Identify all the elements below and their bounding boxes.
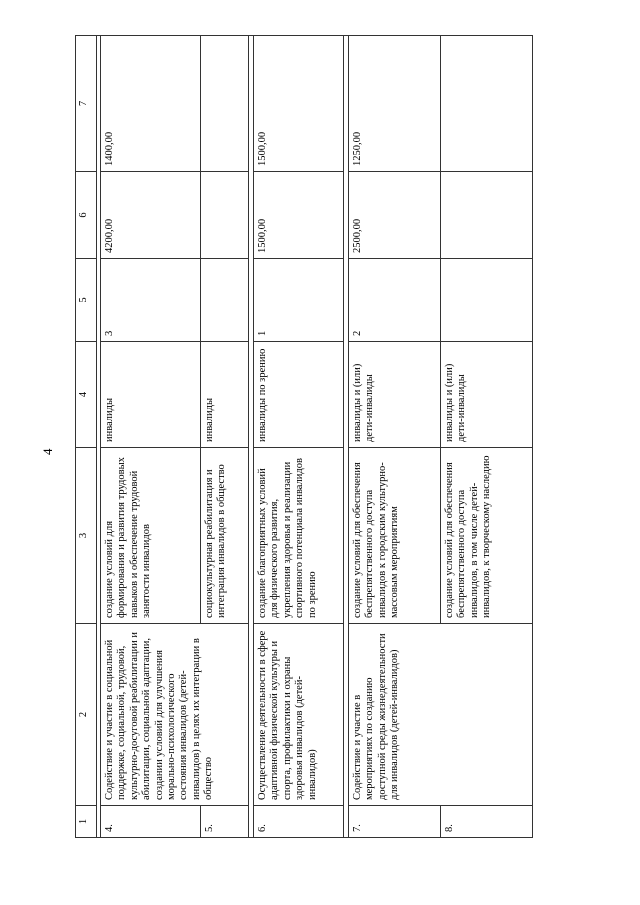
sum-cell: 1500,00	[254, 172, 344, 259]
activity-name: Осуществление деятельности в сфере адаптивной физической культуры и спорта, профилактики и охраны здоровья инвалидов (детей-инвалидов)	[254, 624, 344, 806]
total-cell: 1250,00	[349, 36, 441, 172]
sum-cell: 4200,00	[101, 172, 201, 259]
target-group: инвалиды по зрению	[254, 342, 344, 448]
goal-cell: создание условий для обеспечения беспрепятственного доступа инвалидов, в том числе детей-инвалидов, к творческому наследию	[441, 448, 533, 624]
page-number: 4	[40, 448, 55, 455]
goal-cell: создание условий для формирования и развития трудовых навыков и обеспечение трудовой занятости инвалидов	[101, 448, 201, 624]
row-number: 7.	[349, 806, 441, 838]
total-cell	[201, 36, 249, 172]
col-header: 4	[76, 342, 97, 448]
goal-cell: создание благоприятных условий для физического развития, укрепления здоровья и реализации спортивного потенциала инвалидов по зрению	[254, 448, 344, 624]
col-header: 3	[76, 448, 97, 624]
col-header: 5	[76, 259, 97, 342]
data-table	[75, 35, 533, 838]
rotated-table-container	[75, 36, 551, 838]
activity-name: Содействие и участие в мероприятиях по созданию доступной среды жизнедеятельности для инвалидов (детей-инвалидов)	[349, 624, 533, 806]
count-cell: 3	[101, 259, 201, 342]
total-cell: 1400,00	[101, 36, 201, 172]
sum-cell: 2500,00	[349, 172, 441, 259]
count-cell	[201, 259, 249, 342]
total-cell: 1500,00	[254, 36, 344, 172]
row-number: 4.	[101, 806, 201, 838]
table-row	[254, 36, 344, 838]
target-group: инвалиды и (или) дети-инвалиды	[441, 342, 533, 448]
activity-name: Содействие и участие в социальной поддержке, социальной, трудовой, культурно-досуговой реабилитации и абилитации, социальной адаптации, создании условий для улучшения морально-психологического состояния инвалидов (детей-инвалидов) в целях их интеграции в общество	[101, 624, 249, 806]
total-cell	[441, 36, 533, 172]
col-header: 2	[76, 624, 97, 806]
count-cell	[441, 259, 533, 342]
col-header: 1	[76, 806, 97, 838]
count-cell: 1	[254, 259, 344, 342]
target-group: инвалиды	[101, 342, 201, 448]
row-number: 8.	[441, 806, 533, 838]
header-row	[76, 36, 97, 838]
row-number: 5.	[201, 806, 249, 838]
goal-cell: социокультурная реабилитация и интеграция инвалидов в общество	[201, 448, 249, 624]
table-row	[349, 36, 441, 838]
sum-cell	[441, 172, 533, 259]
goal-cell: создание условий для обеспечения беспрепятственного доступа инвалидов к городским культурно-массовым мероприятиям	[349, 448, 441, 624]
target-group: инвалиды	[201, 342, 249, 448]
row-number: 6.	[254, 806, 344, 838]
sum-cell	[201, 172, 249, 259]
target-group: инвалиды и (или) дети-инвалиды	[349, 342, 441, 448]
count-cell: 2	[349, 259, 441, 342]
col-header: 6	[76, 172, 97, 259]
col-header: 7	[76, 36, 97, 172]
table-row	[101, 36, 201, 838]
